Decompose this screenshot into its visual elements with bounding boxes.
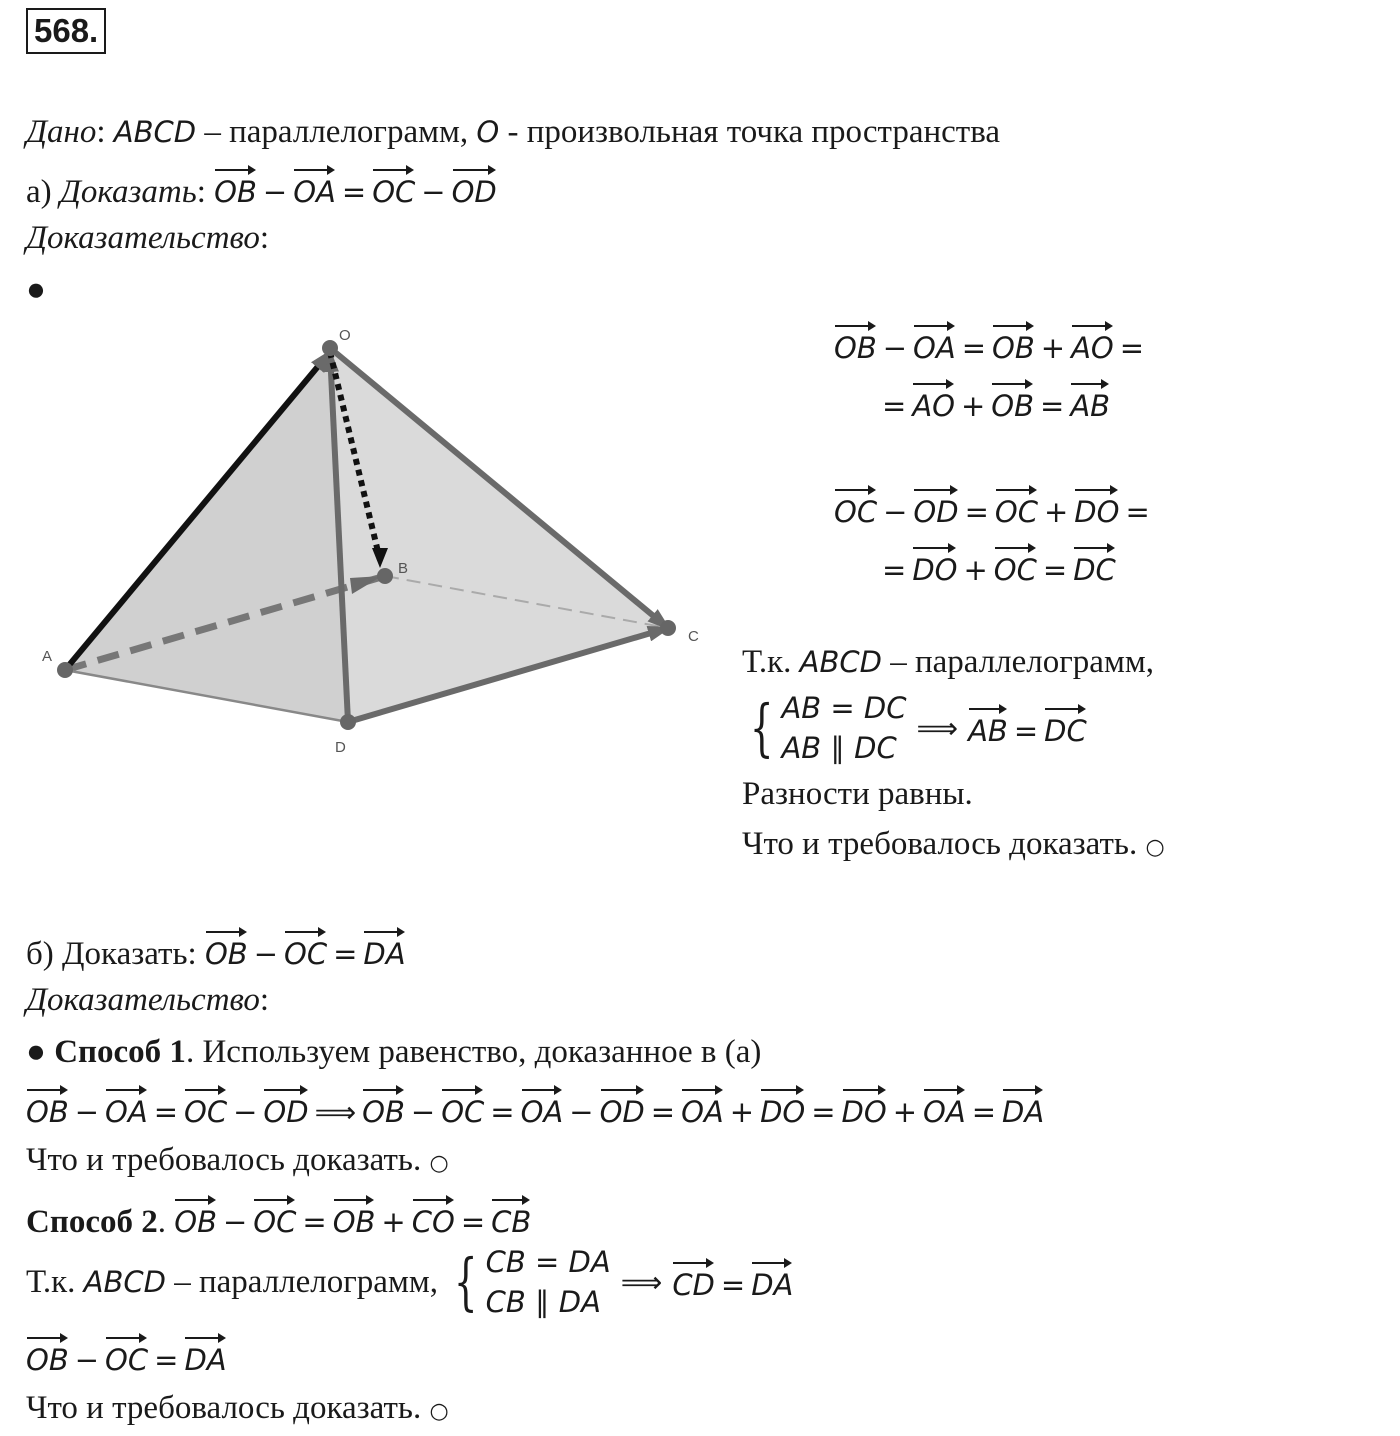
vector: OC [105, 1334, 148, 1380]
vector: DC [1044, 705, 1087, 751]
given-label: Дано [26, 114, 97, 150]
operator: + [960, 389, 986, 423]
vertex-d [340, 714, 356, 730]
operator: = [882, 389, 907, 423]
operator: = [460, 1205, 486, 1239]
vertex-a [57, 662, 73, 678]
vector: OB [333, 1196, 376, 1242]
label-c: C [688, 628, 699, 645]
vertex-c [660, 620, 676, 636]
label-o: O [339, 327, 351, 344]
vector: DO [1074, 486, 1119, 532]
prove-label: Доказать [59, 174, 197, 210]
vector: OC [253, 1196, 296, 1242]
face-odc [330, 348, 668, 722]
given-point: O [476, 115, 500, 149]
formula [214, 174, 497, 210]
eq-line3 [834, 486, 1156, 532]
operator: = [341, 175, 367, 209]
operator: − [410, 1095, 436, 1129]
vertex-b [377, 568, 393, 584]
vector: CB [491, 1196, 531, 1242]
vector: CO [412, 1196, 455, 1242]
operator: + [963, 553, 988, 587]
label-a: A [42, 648, 53, 665]
vector: OB [174, 1196, 217, 1242]
operator: + [892, 1095, 918, 1129]
brace: { [749, 691, 774, 764]
qed-b1: Что и требовалось доказать. ○ [26, 1142, 449, 1178]
vector: OC [995, 486, 1038, 532]
operator: = [1119, 331, 1145, 365]
since-line-b: Т.к. ABCD – параллелограмм, { CB = DA CB ∥ DA ⟹ CD = DA [26, 1245, 794, 1319]
operator: − [233, 1095, 258, 1129]
vertex-o [322, 340, 338, 356]
proof-label-b: Доказательство: [26, 982, 270, 1018]
operator: − [883, 495, 908, 529]
vector: OC [834, 486, 877, 532]
vector: OB [991, 380, 1034, 426]
vector: OD [452, 166, 497, 212]
vector: DA [184, 1334, 226, 1380]
brace: { [454, 1245, 478, 1318]
eq-line1 [834, 322, 1150, 368]
system-a: { AB = DC AB ∥ DC ⟹ AB = DC [749, 691, 1087, 765]
vector: OB [26, 1086, 69, 1132]
operator: = [1040, 389, 1065, 423]
operator: = [1013, 714, 1039, 748]
operator: = [961, 331, 987, 365]
vector: OA [293, 166, 336, 212]
part-a-statement: а) Доказать: OB − OA = OC − OD [26, 166, 497, 212]
vector: AB [1070, 380, 1110, 426]
operator: = [1042, 553, 1068, 587]
operator: = [333, 937, 358, 971]
part-b-statement: б) Доказать: OB − OC = DA [26, 928, 406, 974]
operator: = [811, 1095, 836, 1129]
given-line: Дано: ABCD – параллелограмм, O - произвольная точка пространства [26, 114, 1001, 150]
operator: = [720, 1268, 746, 1302]
operator: = [971, 1095, 997, 1129]
operator: + [1040, 331, 1066, 365]
method2-line: Способ 2. OB − OC = OB + CO = CB [26, 1196, 531, 1242]
method1-chain [26, 1086, 1044, 1132]
operator: = [650, 1095, 676, 1129]
vector: DA [751, 1259, 793, 1305]
operator: + [381, 1205, 406, 1239]
label-d: D [335, 739, 346, 756]
problem-number: 568. [26, 8, 106, 54]
operator: = [302, 1205, 327, 1239]
vector: OD [600, 1086, 645, 1132]
operator: − [253, 937, 278, 971]
given-text: – параллелограмм, [196, 114, 477, 150]
vector: DO [912, 544, 957, 590]
differences-equal: Разности равны. [742, 776, 973, 812]
given-figure: ABCD [113, 115, 197, 149]
operator: − [74, 1343, 100, 1377]
pyramid-figure [0, 300, 720, 770]
vector: DC [1073, 544, 1116, 590]
vector: CD [672, 1259, 715, 1305]
operator: − [74, 1095, 100, 1129]
qed-b2: Что и требовалось доказать. ○ [26, 1390, 449, 1426]
vector: DA [1002, 1086, 1044, 1132]
vector: OB [834, 322, 877, 368]
operator: = [1125, 495, 1150, 529]
method1-line: ● Способ 1. Используем равенство, доказанное в (а) [26, 1034, 762, 1070]
operator: = [490, 1095, 515, 1129]
operator: = [882, 553, 907, 587]
operator: = [153, 1095, 179, 1129]
vector: AO [1071, 322, 1114, 368]
operator: − [222, 1205, 248, 1239]
face-oad [65, 348, 348, 722]
vector: DO [842, 1086, 887, 1132]
label-b: B [398, 560, 409, 577]
vector: OA [913, 322, 956, 368]
vector: OD [263, 1086, 308, 1132]
operator: + [729, 1095, 755, 1129]
vector: OA [923, 1086, 966, 1132]
operator: + [1043, 495, 1069, 529]
vector: OC [372, 166, 415, 212]
qed-a: Что и требовалось доказать. ○ [742, 826, 1165, 862]
vector: OB [992, 322, 1035, 368]
vector: DA [363, 928, 405, 974]
vector: OB [26, 1334, 69, 1380]
vector: OB [214, 166, 257, 212]
vector: OC [184, 1086, 227, 1132]
operator: = [964, 495, 989, 529]
vector: AO [912, 380, 955, 426]
eq-line4 [876, 544, 1116, 590]
vector: OA [681, 1086, 724, 1132]
vector: AB [968, 705, 1008, 751]
operator: ⟹ [314, 1095, 357, 1129]
vector: OA [521, 1086, 564, 1132]
vector: OD [913, 486, 958, 532]
proof-label-a: Доказательство: [26, 220, 270, 256]
since-line-a: Т.к. ABCD – параллелограмм, [742, 644, 1154, 680]
vector: OB [362, 1086, 405, 1132]
operator: − [569, 1095, 594, 1129]
operator: − [262, 175, 288, 209]
vector: OC [994, 544, 1037, 590]
operator: − [882, 331, 908, 365]
vector: DO [760, 1086, 805, 1132]
eq-line2 [876, 380, 1110, 426]
vector: OB [205, 928, 248, 974]
final-line [26, 1334, 227, 1380]
bullet-a: ● [26, 272, 46, 308]
vector: OC [284, 928, 327, 974]
vector: OC [441, 1086, 484, 1132]
given-rest: - произвольная точка пространства [499, 114, 1001, 150]
operator: = [154, 1343, 179, 1377]
operator: − [421, 175, 446, 209]
vector: OA [105, 1086, 148, 1132]
